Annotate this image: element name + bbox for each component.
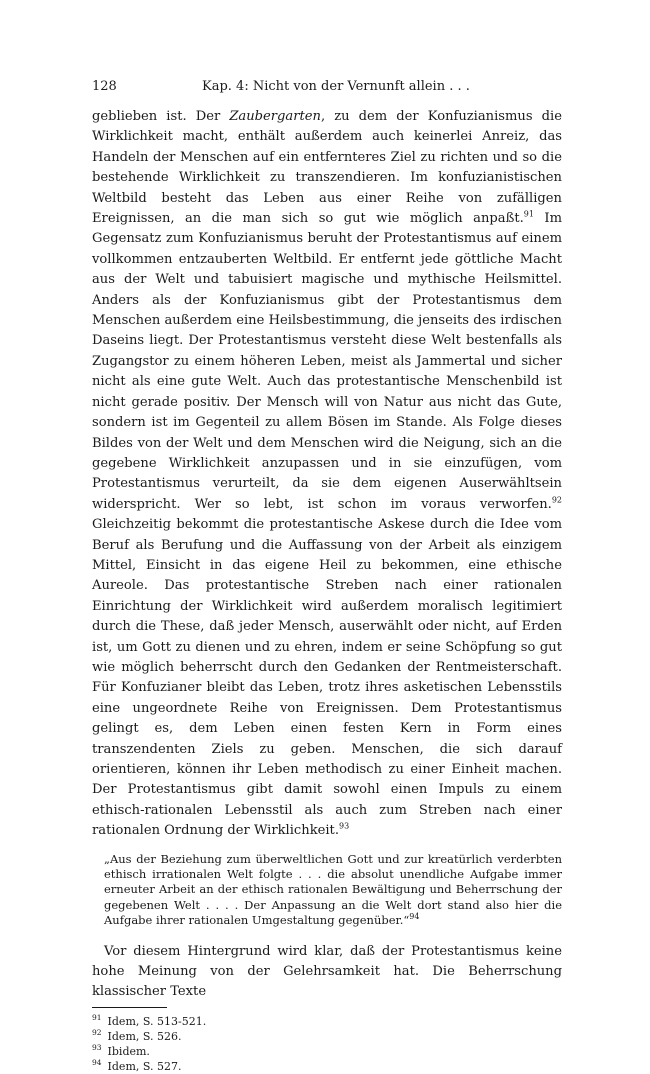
paragraph: Vor diesem Hintergrund wird klar, daß der Protestantismus keine hohe Meinung von der Gelehrsamkeit hat. Die Beherrschung klassischer Texte bbox=[92, 943, 562, 1000]
footnote-number: 91 bbox=[92, 1013, 102, 1023]
footnote: $^{94}$ Idem, S. 527. bbox=[92, 1058, 182, 1073]
footnote: $^{93}$ Ibidem. bbox=[92, 1043, 150, 1058]
block-quote: „Aus der Beziehung zum überweltlichen Gott und zur kreatürlich verderbten ethisch irrationalen Welt folgte . . . die absolut unendliche Aufgabe immer erneuter Arbeit an der ethisch rationalen Bewältigung und Beherrschung der gegebenen Welt . . . . Der Anpassung an die Welt dort stand also hier die Aufgabe ihrer rationalen Umgestaltung gegenüber.“$^{94}$ bbox=[104, 851, 562, 928]
footnote-ref: 91 bbox=[523, 209, 534, 219]
footnote-ref: 92 bbox=[551, 495, 562, 505]
emphasis: Zaubergarten bbox=[229, 109, 321, 124]
body-text bbox=[92, 107, 562, 1003]
footnote-number: 93 bbox=[92, 1043, 102, 1053]
page-number: 128 bbox=[92, 79, 117, 94]
footnote: $^{91}$ Idem, S. 513-521. bbox=[92, 1013, 207, 1028]
footnote-ref: 93 bbox=[339, 821, 350, 831]
footnote-separator bbox=[92, 1007, 167, 1008]
footnote-ref: 94 bbox=[409, 912, 420, 922]
footnote: $^{92}$ Idem, S. 526. bbox=[92, 1028, 182, 1043]
footnotes bbox=[92, 1014, 562, 1074]
book-page bbox=[92, 78, 562, 1074]
footnote-number: 92 bbox=[92, 1028, 102, 1038]
running-head: Kap. 4: Nicht von der Vernunft allein . . . bbox=[202, 79, 470, 94]
paragraph: geblieben ist. Der Zaubergarten, zu dem der Konfuzianismus die Wirklichkeit macht, enthält außerdem auch keinerlei Anreiz, das Handeln der Menschen auf ein entfernteres Ziel zu richten und so die bestehende Wirklichkeit zu transzendieren. Im konfuzianistischen Weltbild besteht das Leben aus einer Reihe von zufälligen Ereignissen, an die man sich so gut wie möglich anpaßt.$^{91}$ Im Gegensatz zum Konfuzianismus beruht der Protestantismus auf einem vollkommen entzauberten Weltbild. Er entfernt jede göttliche Macht aus der Welt und tabuisiert magische und mythische Heilsmittel. Anders als der Konfuzianismus gibt der Protestantismus dem Menschen außerdem eine Heilsbestimmung, die jenseits des irdischen Daseins liegt. Der Protestantismus versteht diese Welt bestenfalls als Zugangstor zu einem höheren Leben, meist als Jammertal und sicher nicht als eine gute Welt. Auch das protestantische Menschenbild ist nicht gerade positiv. Der Mensch will von Natur aus nicht das Gute, sondern ist im Gegenteil zu allem Bösen im Stande. Als Folge dieses Bildes von der Welt und dem Menschen wird die Neigung, sich an die gegebene Wirklichkeit anzupassen und in sie einzufügen, vom Protestantismus verurteilt, da sie dem eigenen Auserwähltsein widerspricht. Wer so lebt, ist schon im voraus verworfen.$^{92}$ Gleichzeitig bekommt die protestantische Askese durch die Idee vom Beruf als Berufung und die Auffassung von der Arbeit als einzigem Mittel, Einsicht in das eigene Heil zu bekommen, eine ethische Aureole. Das protestantische Streben nach einer rationalen Einrichtung der Wirklichkeit wird außerdem moralisch legitimiert durch die These, daß jeder Mensch, auserwählt oder nicht, auf Erden ist, um Gott zu dienen und zu ehren, indem er seine Schöpfung so gut wie möglich beherrscht durch den Gedanken der Rentmeisterschaft. Für Konfuzianer bleibt das Leben, trotz ihres asketischen Lebensstils eine ungeordnete Reihe von Ereignissen. Dem Protestantismus gelingt es, dem Leben einen festen Kern in Form eines transzendenten Ziels zu geben. Menschen, die sich darauf orientieren, können ihr Leben methodisch zu einer Einheit machen. Der Protestantismus gibt damit sowohl einen Impuls zu einem ethisch-rationalen Lebensstil als auch zum Streben nach einer rationalen Ordnung der Wirklichkeit.$^{93}$ bbox=[92, 109, 562, 839]
page-header bbox=[92, 78, 562, 96]
footnote-number: 94 bbox=[92, 1058, 102, 1068]
